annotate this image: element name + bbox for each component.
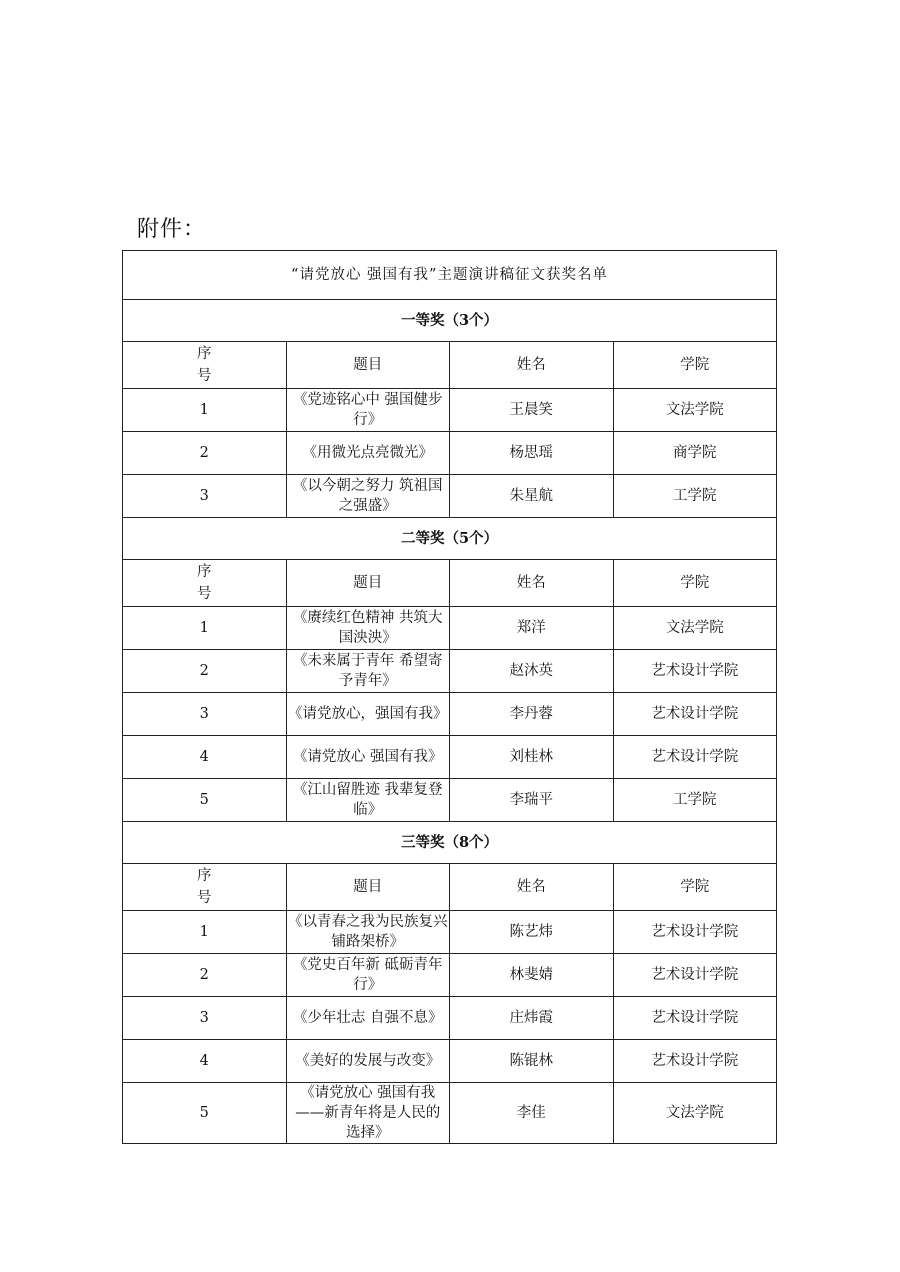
header-seq: 序 号 [123,560,287,607]
row-college: 艺术设计学院 [613,736,777,779]
row-topic: 《请党放心，强国有我》 [286,693,450,736]
row-topic: 《江山留胜迹 我辈复登临》 [286,779,450,822]
header-name: 姓名 [450,342,614,389]
table-row [123,954,777,997]
header-row [123,560,777,607]
header-seq: 序 号 [123,864,287,911]
table-row [123,1083,777,1144]
row-name: 李丹蓉 [450,693,614,736]
table-row [123,607,777,650]
row-name: 林斐婧 [450,954,614,997]
table-row [123,432,777,475]
section-title: 三等奖（8个） [123,822,777,864]
row-college: 商学院 [613,432,777,475]
row-name: 庄炜霞 [450,997,614,1040]
header-college: 学院 [613,342,777,389]
row-topic: 《以今朝之努力 筑祖国之强盛》 [286,475,450,518]
header-name: 姓名 [450,560,614,607]
table-row [123,693,777,736]
section-title: 二等奖（5个） [123,518,777,560]
row-topic: 《用微光点亮微光》 [286,432,450,475]
row-college: 工学院 [613,475,777,518]
row-college: 文法学院 [613,607,777,650]
row-seq: 1 [123,389,287,432]
header-topic: 题目 [286,864,450,911]
row-name: 陈艺炜 [450,911,614,954]
row-name: 刘桂林 [450,736,614,779]
row-college: 艺术设计学院 [613,997,777,1040]
row-seq: 5 [123,779,287,822]
row-topic: 《少年壮志 自强不息》 [286,997,450,1040]
row-topic: 《党迹铭心中 强国健步行》 [286,389,450,432]
table-title: “请党放心 强国有我”主题演讲稿征文获奖名单 [123,251,777,300]
row-college: 艺术设计学院 [613,954,777,997]
row-topic: 《赓续红色精神 共筑大国泱泱》 [286,607,450,650]
row-seq: 3 [123,475,287,518]
row-name: 朱星航 [450,475,614,518]
table-row [123,736,777,779]
row-seq: 1 [123,607,287,650]
row-topic: 《未来属于青年 希望寄予青年》 [286,650,450,693]
row-seq: 2 [123,650,287,693]
table-title-row [123,251,777,300]
row-topic: 《请党放心 强国有我》 [286,736,450,779]
header-topic: 题目 [286,560,450,607]
row-seq: 5 [123,1083,287,1144]
header-name: 姓名 [450,864,614,911]
header-topic: 题目 [286,342,450,389]
row-college: 艺术设计学院 [613,693,777,736]
table-row [123,997,777,1040]
row-seq: 2 [123,432,287,475]
row-college: 艺术设计学院 [613,650,777,693]
row-seq: 4 [123,1040,287,1083]
header-college: 学院 [613,864,777,911]
row-name: 李瑞平 [450,779,614,822]
row-name: 陈锟林 [450,1040,614,1083]
header-seq: 序 号 [123,342,287,389]
row-name: 李佳 [450,1083,614,1144]
table-row [123,911,777,954]
row-topic [286,1083,450,1144]
row-college: 艺术设计学院 [613,911,777,954]
table-row [123,650,777,693]
attachment-label: 附件： [137,217,207,242]
section-title: 一等奖（3个） [123,300,777,342]
table-row [123,1040,777,1083]
header-row [123,342,777,389]
section-row-second-prize [123,518,777,560]
row-name: 赵沐英 [450,650,614,693]
row-college: 文法学院 [613,389,777,432]
header-college: 学院 [613,560,777,607]
row-name: 王晨笑 [450,389,614,432]
section-row-third-prize [123,822,777,864]
row-name: 杨思瑶 [450,432,614,475]
row-seq: 3 [123,997,287,1040]
row-college: 艺术设计学院 [613,1040,777,1083]
table-row [123,389,777,432]
header-row [123,864,777,911]
row-college: 工学院 [613,779,777,822]
award-list-table [122,250,777,1144]
table-row [123,779,777,822]
row-topic-text: 《请党放心 强国有我——新青年将是人民的选择》 [295,1085,441,1141]
row-topic: 《以青春之我为民族复兴铺路架桥》 [286,911,450,954]
row-seq: 2 [123,954,287,997]
row-seq: 3 [123,693,287,736]
row-seq: 4 [123,736,287,779]
row-college: 文法学院 [613,1083,777,1144]
row-name: 郑洋 [450,607,614,650]
row-topic: 《党史百年新 砥砺青年行》 [286,954,450,997]
row-topic: 《美好的发展与改变》 [286,1040,450,1083]
table-row [123,475,777,518]
row-seq: 1 [123,911,287,954]
section-row-first-prize [123,300,777,342]
